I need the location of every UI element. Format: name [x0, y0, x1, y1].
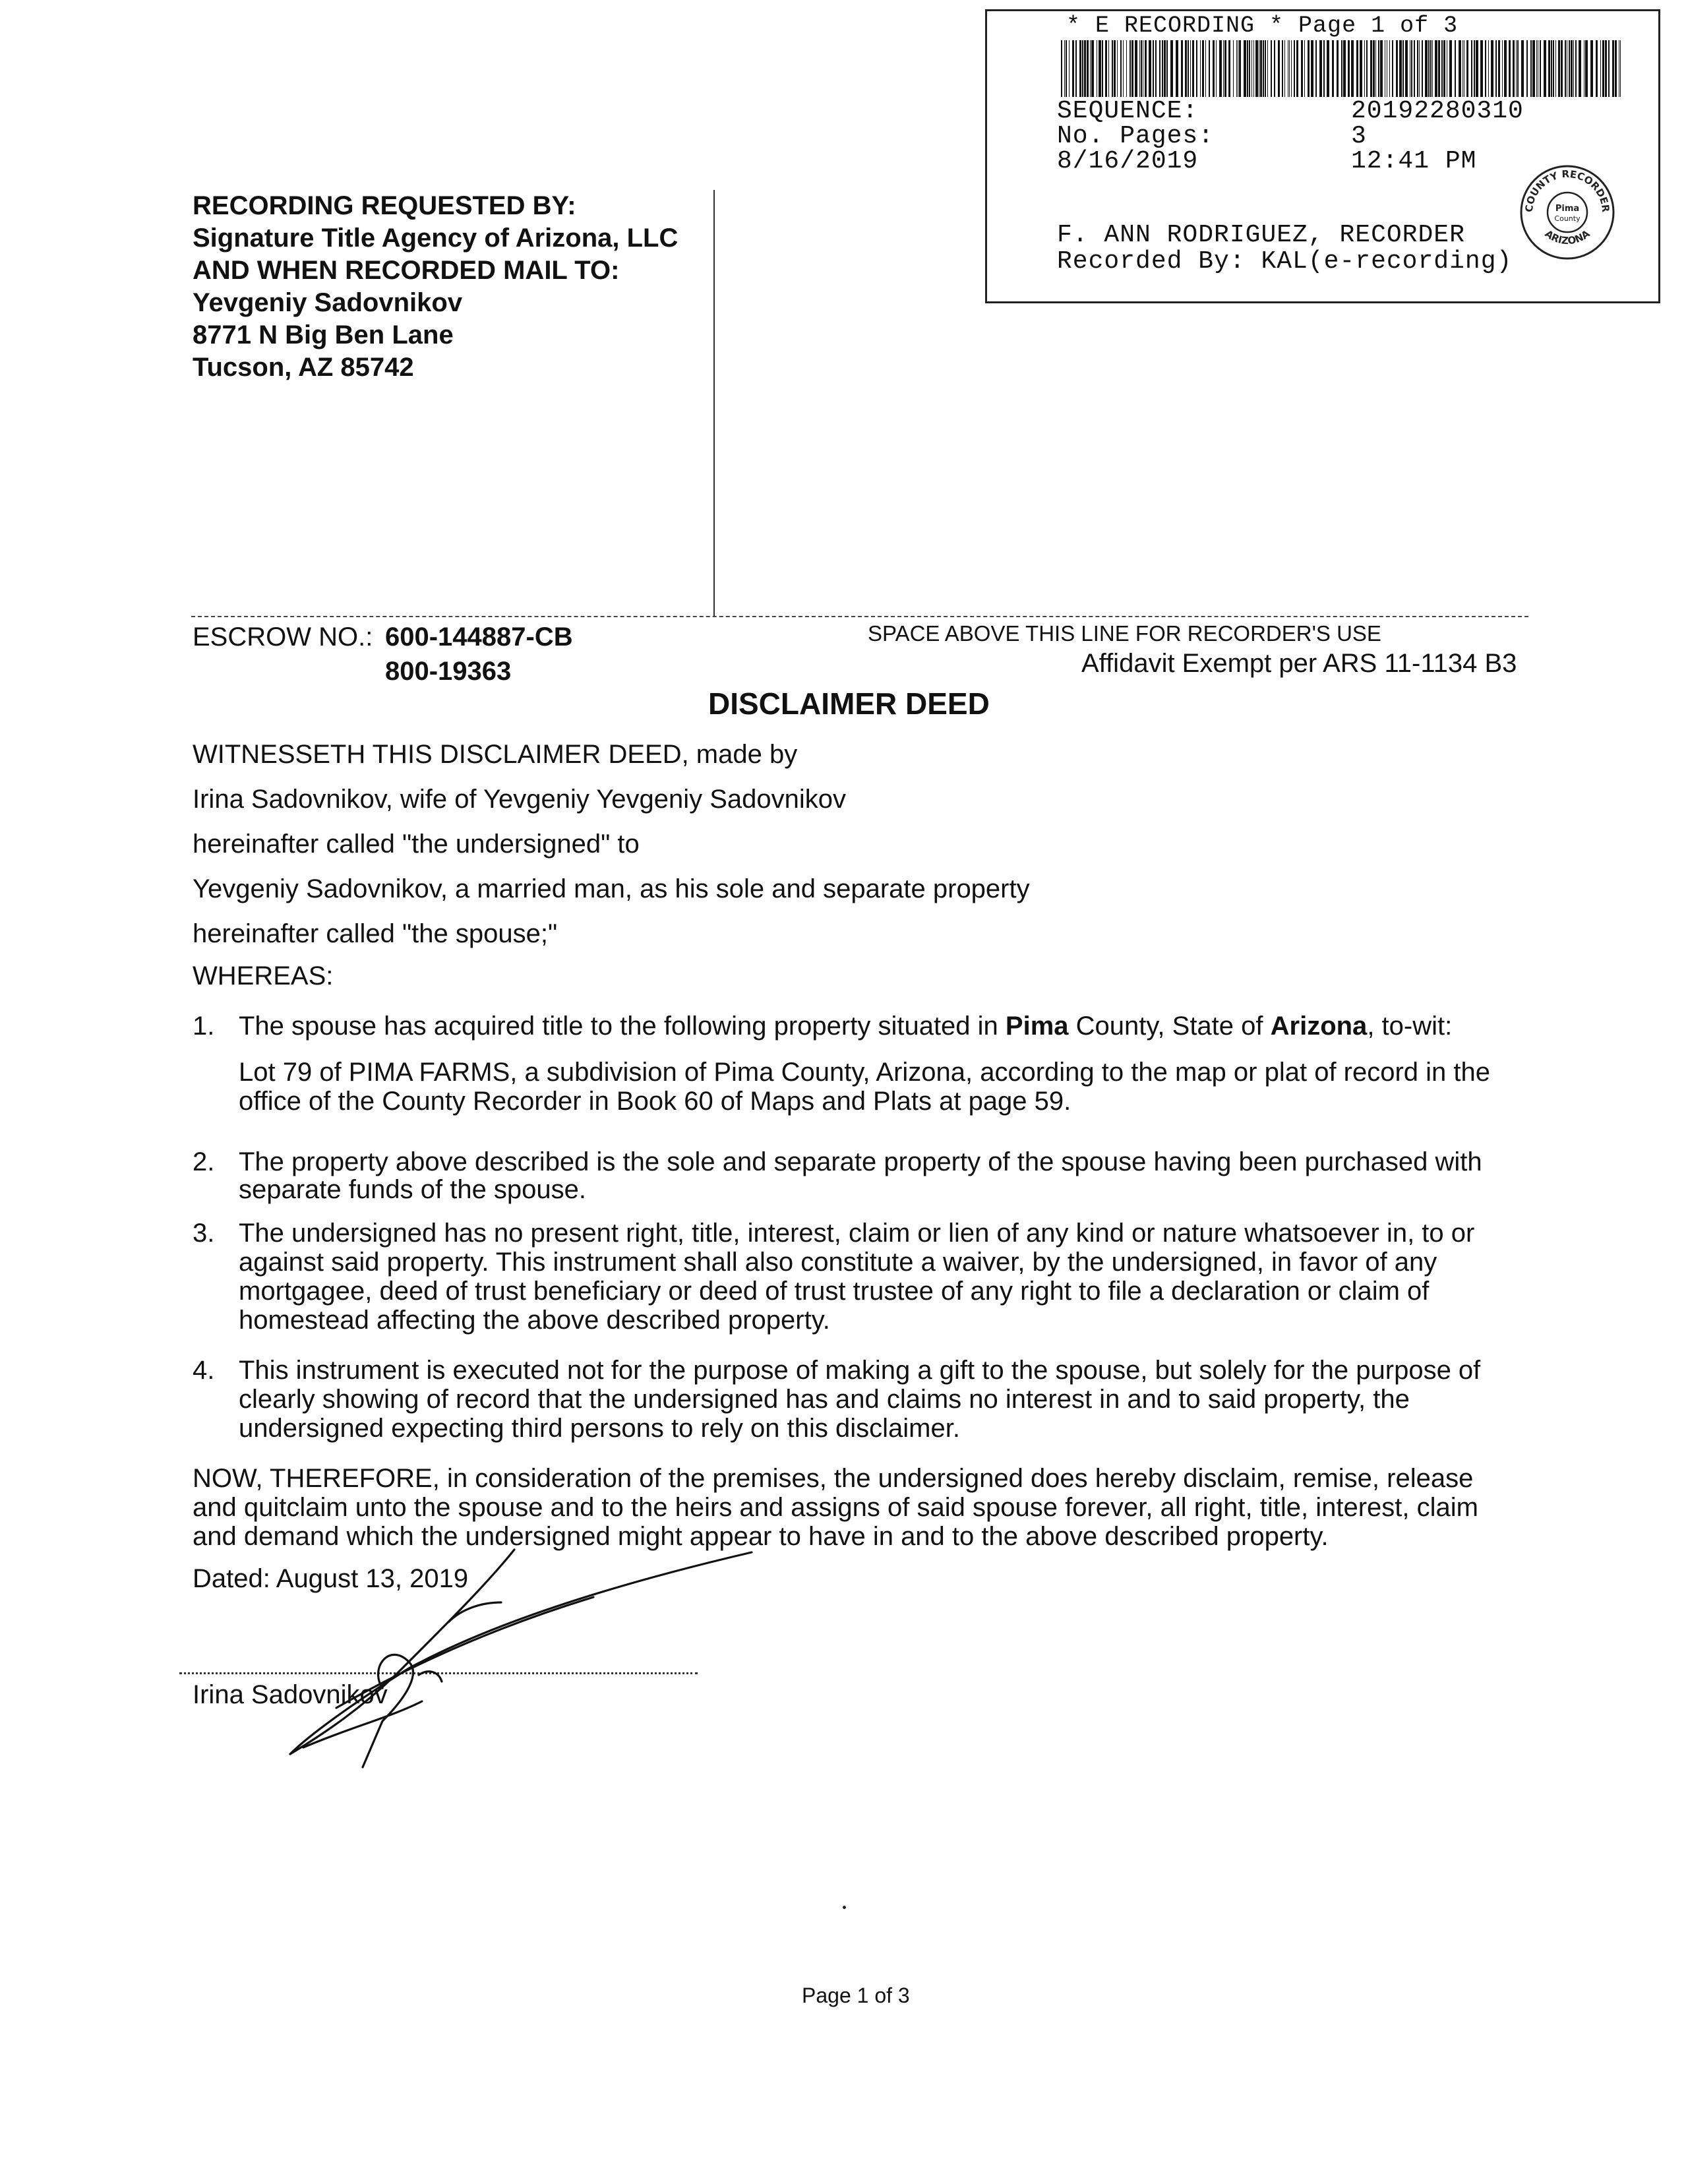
item-2-number: 2. [193, 1147, 215, 1176]
seal-top-text: COUNTY RECORDER [1522, 167, 1612, 213]
escrow-number-2: 800-19363 [385, 657, 512, 686]
item-3-line-1: The undersigned has no present right, title, interest, claim or lien of any kind or nature whatsoever in, to or [239, 1219, 1475, 1248]
whereas-label: WHEREAS: [193, 961, 334, 990]
item-4-line-3: undersigned expecting third persons to rely on this disclaimer. [239, 1414, 960, 1443]
affidavit-exempt-note: Affidavit Exempt per ARS 11-1134 B3 [1081, 649, 1517, 678]
pages-value: 3 [1351, 122, 1367, 150]
mail-to-name: Yevgeniy Sadovnikov [193, 288, 463, 317]
document-title: DISCLAIMER DEED [708, 686, 990, 721]
recorder-stamp-box [985, 9, 1660, 303]
header-vertical-divider [713, 190, 715, 617]
barcode-image [1061, 40, 1625, 97]
county-recorder-seal [1518, 163, 1617, 262]
therefore-line-3: and demand which the undersigned might appear to have in and to the above described property. [193, 1522, 1329, 1551]
escrow-label: ESCROW NO.: [193, 622, 373, 652]
seal-center-text-1: Pima [1555, 204, 1580, 214]
intro-line-5: hereinafter called "the spouse;" [193, 919, 558, 948]
item-3-line-3: mortgagee, deed of trust beneficiary or deed of trust trustee of any right to file a declaration or claim of [239, 1277, 1430, 1306]
item-4-line-2: clearly showing of record that the undersigned has and claims no interest in and to said property, the [239, 1385, 1410, 1414]
escrow-number-1: 600-144887-CB [385, 622, 573, 652]
item-4-number: 4. [193, 1356, 215, 1385]
page-footer: Page 1 of 3 [802, 1984, 910, 2007]
stray-mark [843, 1906, 846, 1909]
recorder-name: F. ANN RODRIGUEZ, RECORDER [1057, 221, 1465, 249]
seal-center-text-2: County [1554, 214, 1581, 223]
recording-time: 12:41 PM [1351, 147, 1477, 175]
mail-to-city: Tucson, AZ 85742 [193, 353, 414, 382]
recorder-use-divider [191, 616, 1528, 617]
intro-line-3: hereinafter called "the undersigned" to [193, 830, 640, 859]
signer-name: Irina Sadovnikov [193, 1680, 388, 1709]
item-3-line-4: homestead affecting the above described property. [239, 1306, 830, 1335]
item-1-text: The spouse has acquired title to the following property situated in Pima County, State of Arizona, to-wit: [239, 1012, 1453, 1041]
legal-description-line-1: Lot 79 of PIMA FARMS, a subdivision of Pima County, Arizona, according to the map or plat of record in the [239, 1058, 1491, 1087]
requester-name: Signature Title Agency of Arizona, LLC [193, 224, 678, 253]
item-4-line-1: This instrument is executed not for the purpose of making a gift to the spouse, but solely for the purpose of [239, 1356, 1481, 1385]
therefore-line-1: NOW, THEREFORE, in consideration of the premises, the undersigned does hereby disclaim, remise, release [193, 1464, 1474, 1493]
therefore-line-2: and quitclaim unto the spouse and to the heirs and assigns of said spouse forever, all right, title, interest, claim [193, 1493, 1478, 1522]
handwritten-signature [251, 1536, 765, 1774]
dated-line: Dated: August 13, 2019 [193, 1564, 469, 1593]
seal-bottom-text: ARIZONA [1542, 228, 1592, 247]
sequence-label: SEQUENCE: [1057, 97, 1199, 125]
item-2-line-2: separate funds of the spouse. [239, 1175, 587, 1204]
recording-header: * E RECORDING * Page 1 of 3 [1066, 13, 1459, 39]
mail-to-street: 8771 N Big Ben Lane [193, 320, 454, 349]
recording-request-block [193, 190, 678, 384]
recording-requested-by-label: RECORDING REQUESTED BY: [193, 191, 576, 220]
item-3-line-2: against said property. This instrument shall also constitute a waiver, by the undersigned, in favor of any [239, 1248, 1437, 1277]
item-1-number: 1. [193, 1012, 215, 1041]
intro-line-1: WITNESSETH THIS DISCLAIMER DEED, made by [193, 740, 798, 769]
item-2-line-1: The property above described is the sole and separate property of the spouse having been purchased with [239, 1147, 1482, 1176]
sequence-value: 20192280310 [1351, 97, 1524, 125]
recorded-by: Recorded By: KAL(e-recording) [1057, 247, 1513, 276]
recording-date: 8/16/2019 [1057, 147, 1199, 175]
mail-to-label: AND WHEN RECORDED MAIL TO: [193, 256, 620, 285]
grantor-line: Irina Sadovnikov, wife of Yevgeniy Yevgeniy Sadovnikov [193, 785, 847, 814]
recorder-use-note: SPACE ABOVE THIS LINE FOR RECORDER'S USE [868, 621, 1381, 646]
grantee-line: Yevgeniy Sadovnikov, a married man, as his sole and separate property [193, 874, 1030, 903]
item-3-number: 3. [193, 1219, 215, 1248]
legal-description-line-2: office of the County Recorder in Book 60 of Maps and Plats at page 59. [239, 1087, 1071, 1116]
pages-label: No. Pages: [1057, 122, 1215, 150]
